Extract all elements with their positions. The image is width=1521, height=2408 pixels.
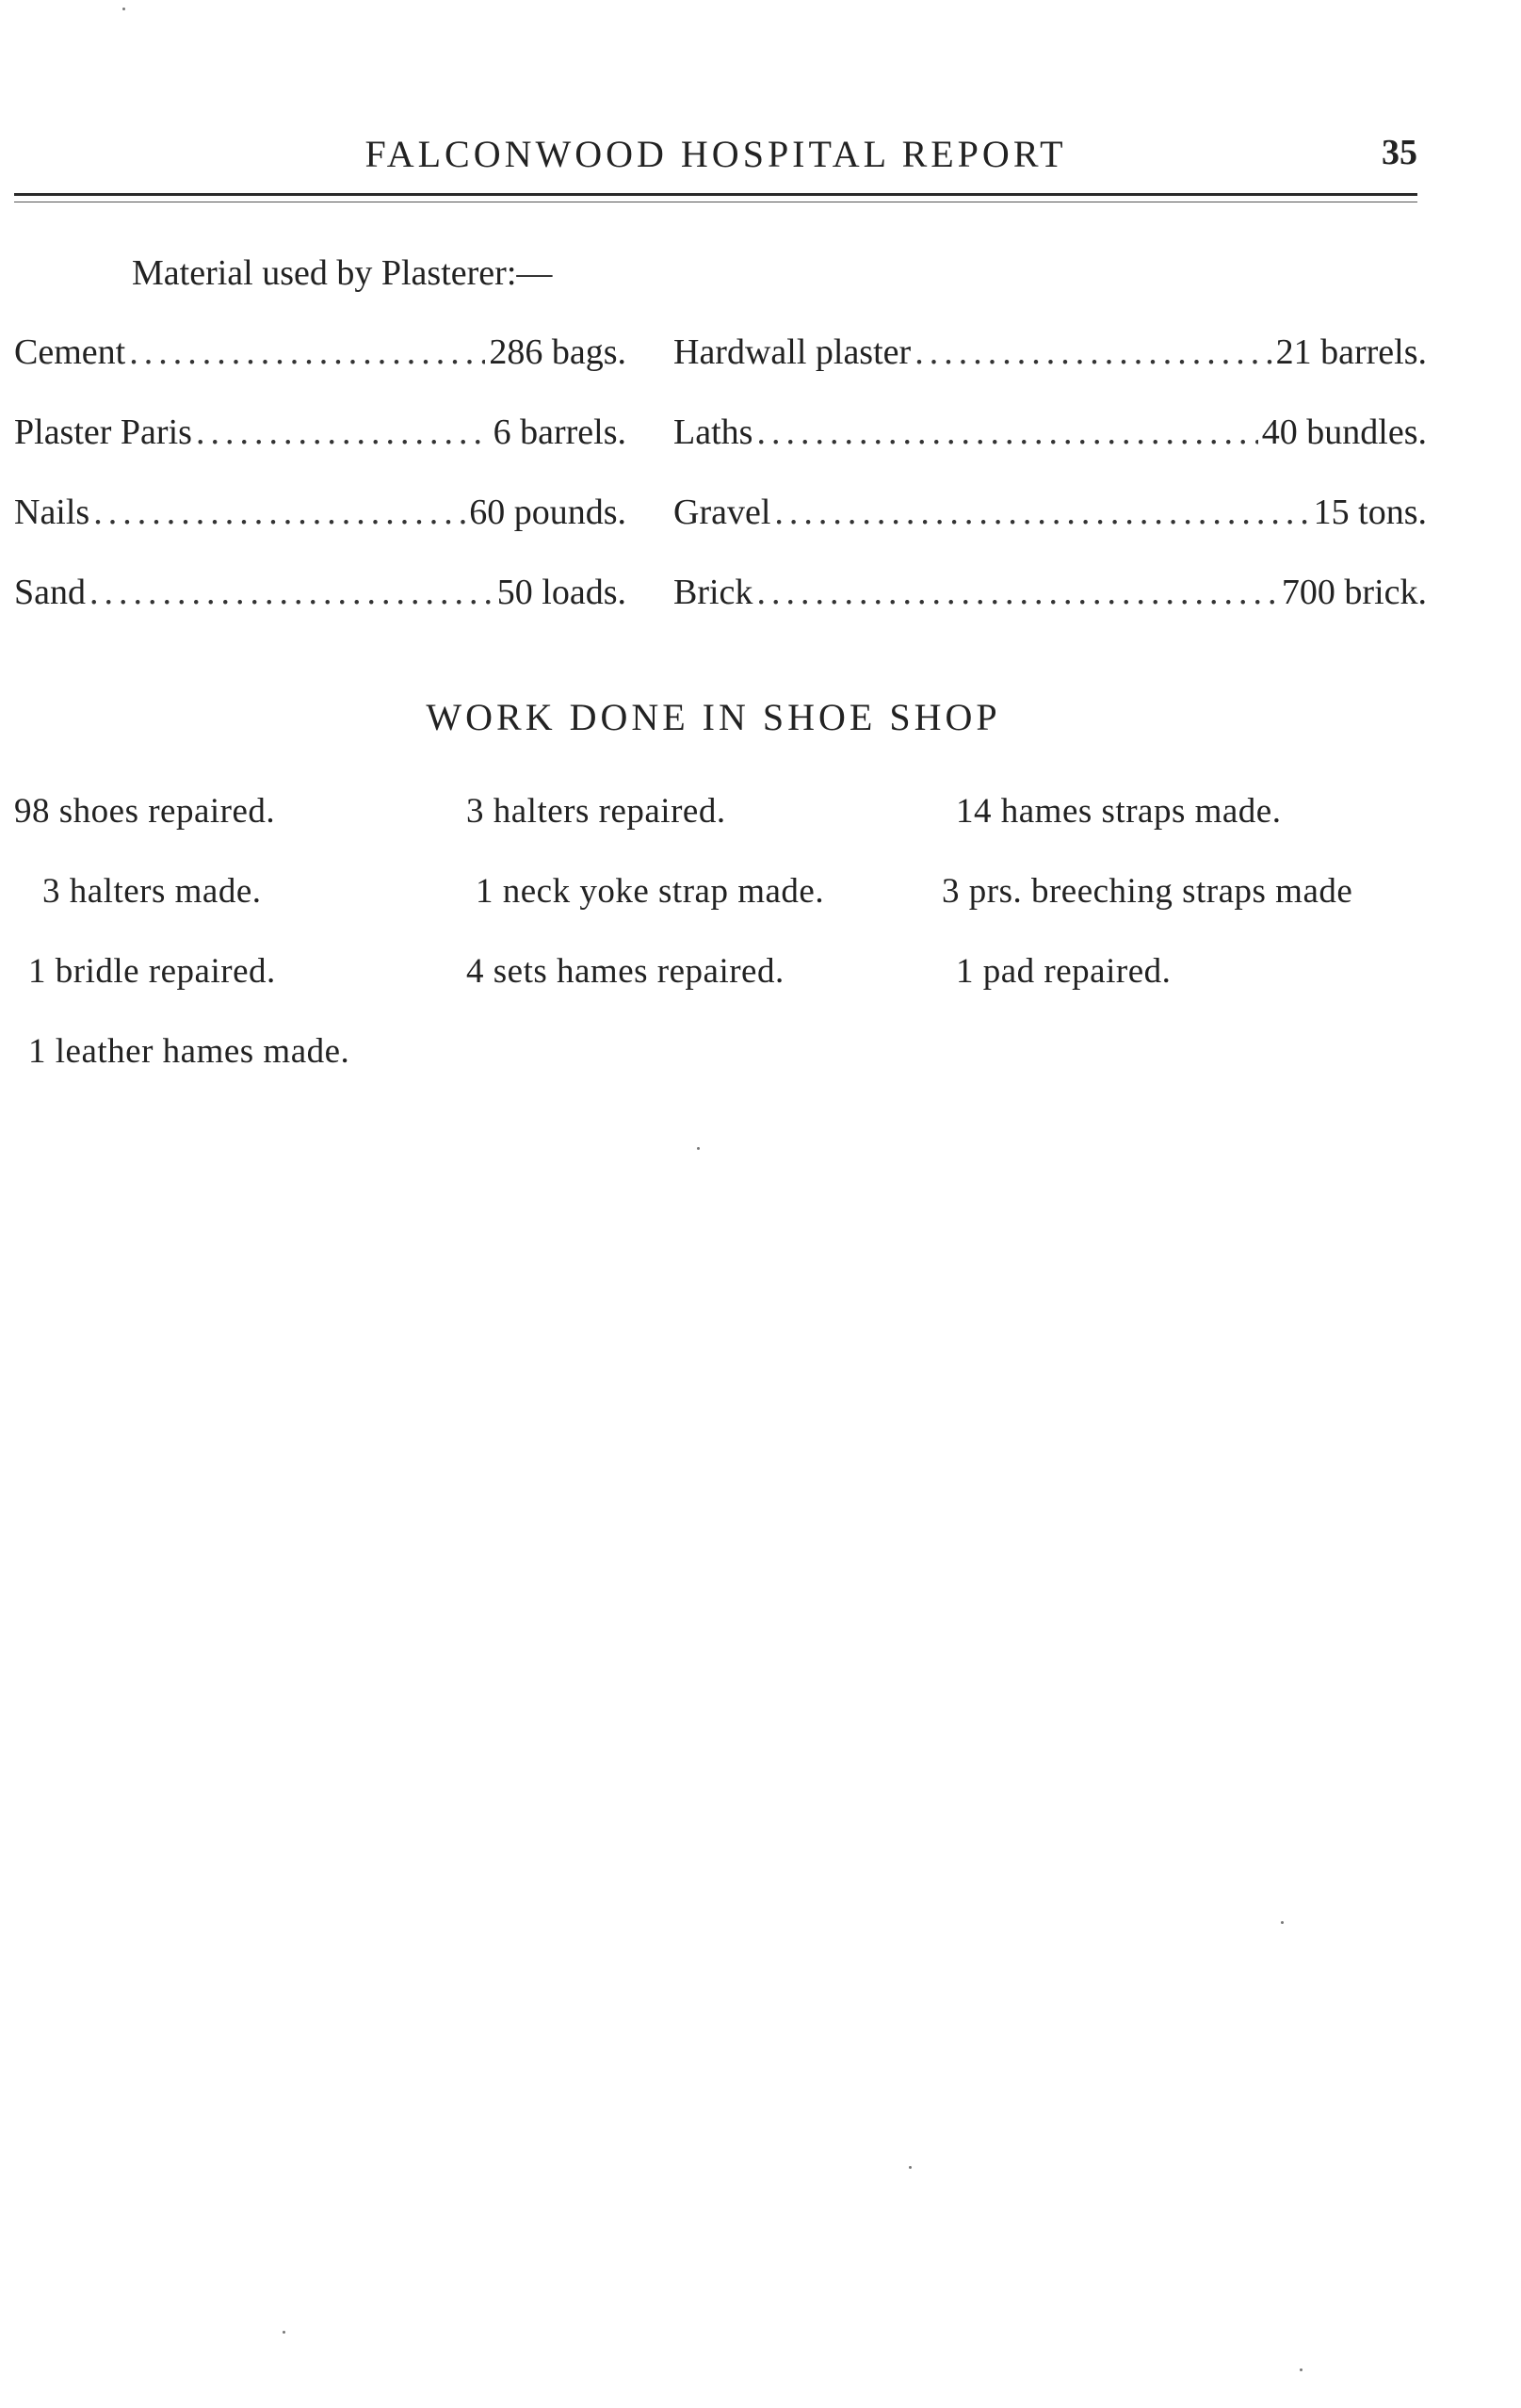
material-name: Brick (673, 573, 753, 612)
material-quantity: 21 barrels. (1275, 332, 1427, 372)
shoe-shop-heading: WORK DONE IN SHOE SHOP (426, 696, 1001, 738)
shoe-shop-item: 1 neck yoke strap made. (476, 872, 825, 911)
material-entry (673, 572, 1427, 613)
material-entry (14, 331, 626, 373)
shoe-shop-item: 1 bridle repaired. (28, 952, 276, 991)
material-entry (14, 412, 626, 453)
shoe-shop-item: 4 sets hames repaired. (466, 952, 785, 991)
page-number: 35 (1382, 133, 1417, 172)
material-entry (14, 572, 626, 613)
material-quantity: 15 tons. (1313, 493, 1427, 532)
scan-speck (1300, 2368, 1303, 2371)
material-name: Gravel (673, 493, 771, 532)
materials-row (14, 492, 1427, 572)
header-rule (14, 193, 1417, 196)
materials-intro: Material used by Plasterer:— (132, 253, 553, 293)
scan-speck (122, 8, 125, 10)
material-quantity: 6 barrels. (493, 412, 626, 452)
materials-list (14, 331, 1427, 652)
materials-row (14, 331, 1427, 412)
report-title: FALCONWOOD HOSPITAL REPORT (364, 133, 1067, 175)
material-entry (673, 492, 1427, 533)
material-quantity: 40 bundles. (1261, 412, 1427, 452)
scan-speck (909, 2166, 912, 2169)
scan-speck (283, 2331, 285, 2334)
dot-leader (93, 492, 465, 533)
material-name: Hardwall plaster (673, 332, 912, 372)
material-quantity: 700 brick. (1281, 573, 1427, 612)
materials-row (14, 412, 1427, 492)
shoe-shop-item: 1 leather hames made. (28, 1032, 350, 1071)
material-quantity: 286 bags. (489, 332, 626, 372)
material-entry (673, 412, 1427, 453)
shoe-shop-item: 1 pad repaired. (956, 952, 1172, 991)
scan-speck (697, 1147, 700, 1150)
shoe-shop-item: 3 halters made. (42, 872, 262, 911)
material-name: Nails (14, 493, 90, 532)
running-header (14, 132, 1417, 179)
material-quantity: 50 loads. (496, 573, 626, 612)
material-name: Plaster Paris (14, 412, 192, 452)
materials-row (14, 572, 1427, 652)
dot-leader (914, 331, 1271, 373)
dot-leader (89, 572, 494, 613)
material-entry (14, 492, 626, 533)
material-quantity: 60 pounds. (469, 493, 626, 532)
dot-leader (756, 572, 1277, 613)
shoe-shop-item: 98 shoes repaired. (14, 792, 276, 831)
shoe-shop-item: 3 prs. breeching straps made (942, 872, 1353, 911)
dot-leader (129, 331, 485, 373)
dot-leader (774, 492, 1309, 533)
material-name: Cement (14, 332, 126, 372)
dot-leader (196, 412, 490, 453)
shoe-shop-item: 3 halters repaired. (466, 792, 726, 831)
material-entry (673, 331, 1427, 373)
material-name: Sand (14, 573, 86, 612)
shoe-shop-item: 14 hames straps made. (956, 792, 1282, 831)
dot-leader (756, 412, 1257, 453)
scan-speck (1281, 1921, 1284, 1924)
material-name: Laths (673, 412, 753, 452)
